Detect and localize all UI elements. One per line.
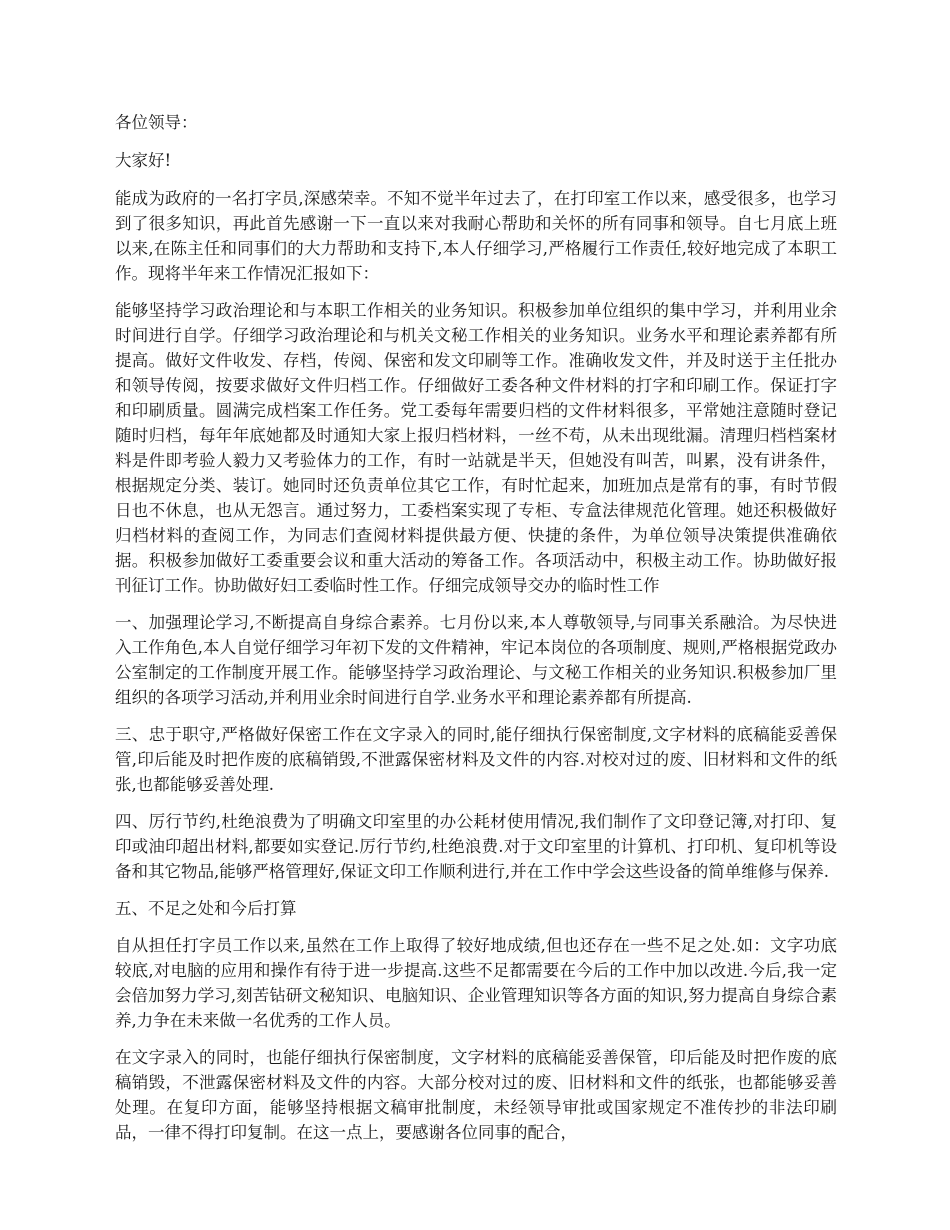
paragraph-intro: 能成为政府的一名打字员,深感荣幸。不知不觉半年过去了，在打印室工作以来，感受很多，也学习到了很多知识，再此首先感谢一下一直以来对我耐心帮助和关怀的所有同事和领导。自七月底上班以来,在陈主任和同事们的大力帮助和支持下,本人仔细学习,严格履行工作责任,较好地完成了本职工作。现将半年来工作情况汇报如下： bbox=[115, 189, 837, 283]
section-heading-five: 五、不足之处和今后打算 bbox=[115, 899, 297, 918]
paragraph-shortcomings: 自从担任打字员工作以来,虽然在工作上取得了较好地成绩,但也还存在一些不足之处.如：文字功底较底,对电脑的应用和操作有待于进一步提高.这些不足都需要在今后的工作中加以改进.今后,我一定会倍加努力学习,刻苦钻研文秘知识、电脑知识、企业管理知识等各方面的知识,努力提高自身综合素养,力争在未来做一名优秀的工作人员。 bbox=[115, 936, 837, 1030]
paragraph-section-four: 四、厉行节约,杜绝浪费为了明确文印室里的办公耗材使用情况,我们制作了文印登记簿,对打印、复印或油印超出材料,都要如实登记.厉行节约,杜绝浪费.对于文印室里的计算机、打印机、复印机等设备和其它物品,能够严格管理好,保证文印工作顺利进行,并在工作中学会这些设备的简单维修与保养. bbox=[115, 812, 837, 881]
paragraph-work-duties: 能够坚持学习政治理论和与本职工作相关的业务知识。积极参加单位组织的集中学习，并利用业余时间进行自学。仔细学习政治理论和与机关文秘工作相关的业务知识。业务水平和理论素养都有所提高。做好文件收发、存档，传阅、保密和发文印刷等工作。准确收发文件，并及时送于主任批办和领导传阅，按要求做好文件归档工作。仔细做好工委各种文件材料的打字和印刷工作。保证打字和印刷质量。圆满完成档案工作任务。党工委每年需要归档的文件材料很多，平常她注意随时登记随时归档，每年年底她都及时通知大家上报归档材料，一丝不苟，从未出现纰漏。清理归档档案材料是件即考验人毅力又考验体力的工作，有时一站就是半天，但她没有叫苦，叫累，没有讲条件，根据规定分类、装订。她同时还负责单位其它工作，有时忙起来，加班加点是常有的事，有时节假日也不休息，也从无怨言。通过努力，工委档案实现了专柜、专盒法律规范化管理。她还积极做好归档材料的查阅工作，为同志们查阅材料提供最方便、快捷的条件，为单位领导决策提供准确依据。积极参加做好工委重要会议和重大活动的筹备工作。各项活动中，积极主动工作。协助做好报刊征订工作。协助做好妇工委临时性工作。仔细完成领导交办的临时性工作 bbox=[115, 301, 837, 595]
greeting: 大家好! bbox=[115, 151, 172, 170]
paragraph-section-three: 三、忠于职守,严格做好保密工作在文字录入的同时,能仔细执行保密制度,文字材料的底稿能妥善保管,印后能及时把作废的底稿销毁,不泄露保密材料及文件的内容.对校对过的废、旧材料和文件的纸张,也都能够妥善处理. bbox=[115, 725, 837, 794]
document-body bbox=[115, 110, 837, 1157]
salutation: 各位领导： bbox=[115, 113, 198, 132]
paragraph-confidentiality: 在文字录入的同时，也能仔细执行保密制度，文字材料的底稿能妥善保管，印后能及时把作废的底稿销毁，不泄露保密材料及文件的内容。大部分校对过的废、旧材料和文件的纸张，也都能够妥善处理。在复印方面，能够坚持根据文稿审批制度，未经领导审批或国家规定不准传抄的非法印刷品，一律不得打印复制。在这一点上，要感谢各位同事的配合， bbox=[115, 1048, 837, 1142]
paragraph-section-one: 一、加强理论学习,不断提高自身综合素养。七月份以来,本人尊敬领导,与同事关系融洽。为尽快进入工作角色,本人自觉仔细学习年初下发的文件精神，牢记本岗位的各项制度、规则,严格根据党政办公室制定的工作制度开展工作。能够坚持学习政治理论、与文秘工作相关的业务知识.积极参加厂里组织的各项学习活动,并利用业余时间进行自学.业务水平和理论素养都有所提高. bbox=[115, 613, 837, 707]
